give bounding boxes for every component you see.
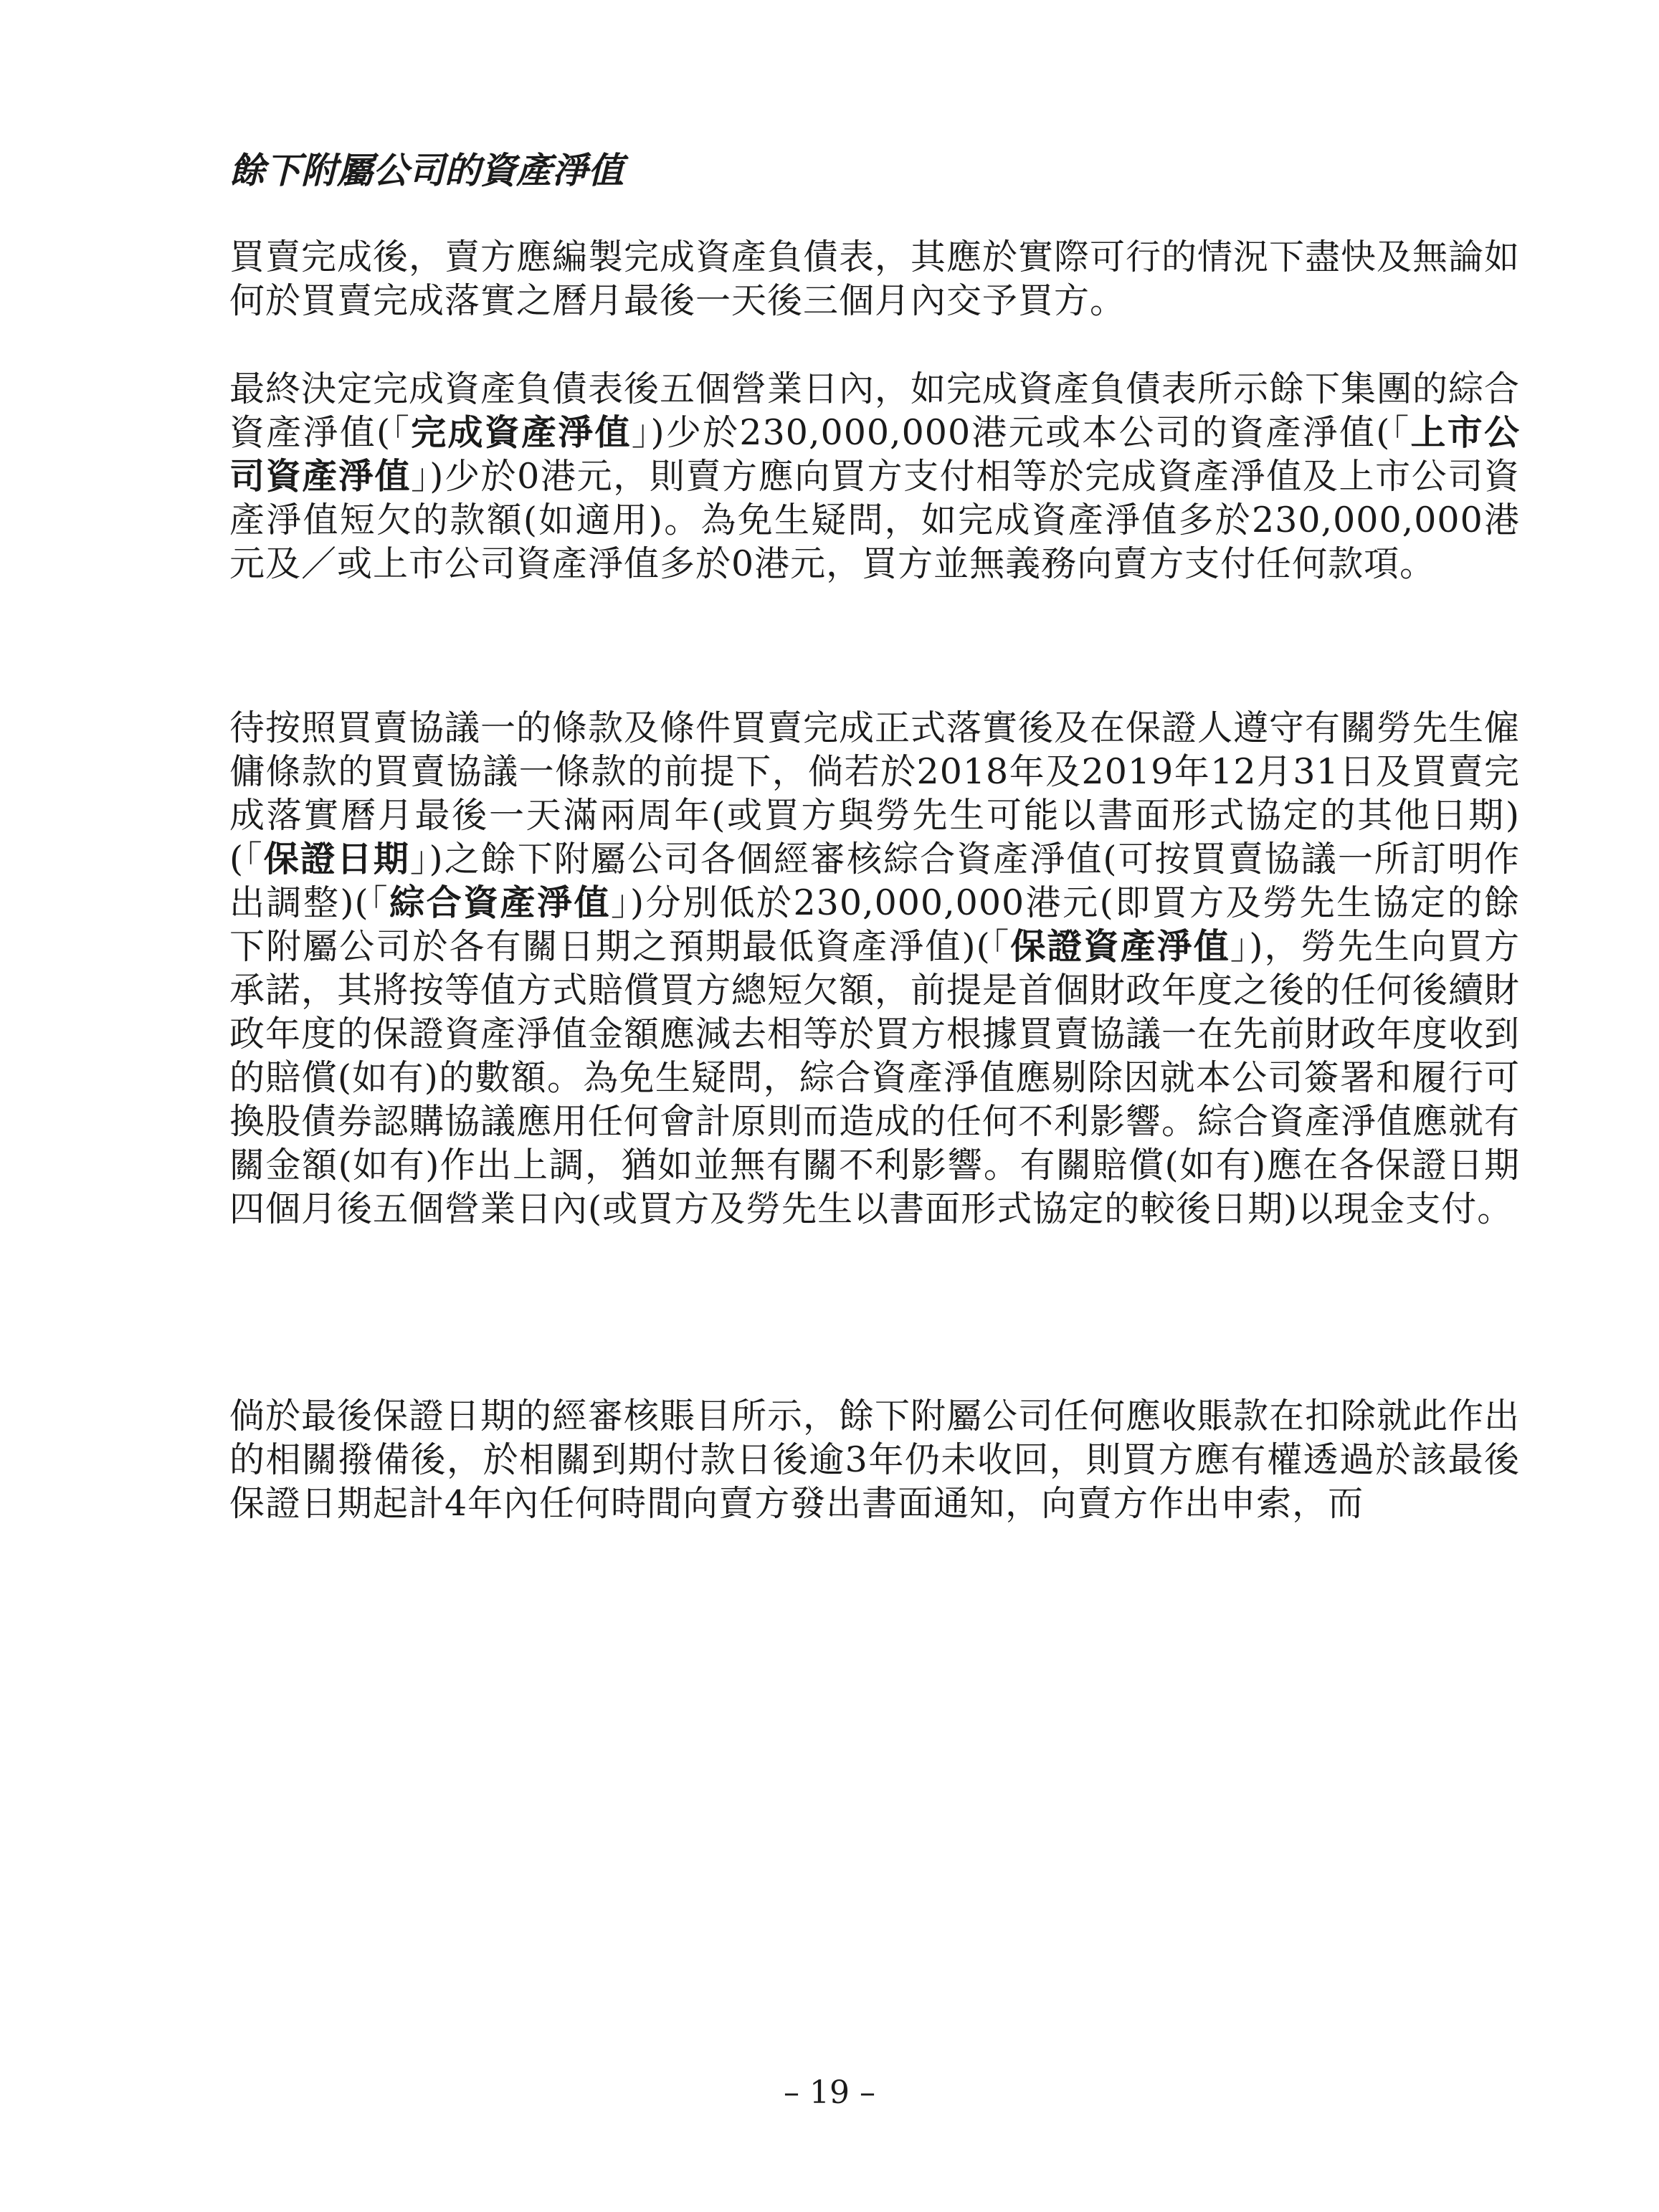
paragraph-text: 」)少於230,000,000港元或本公司的資產淨值(「 xyxy=(631,412,1411,453)
defined-term-completion-nav: 完成資產淨值 xyxy=(411,411,632,453)
paragraph-text: 最終決定完成資產負債表後五個營業日內，如完成資產負債表所示餘下集團的綜合資產淨值(「 xyxy=(229,368,1521,453)
paragraph-text: 」)分別低於230,000,000港元(即買方及勞先生協定的餘下附屬公司於各有關日期之預期最低資產淨值)(「 xyxy=(229,882,1520,967)
paragraph-text: 待按照買賣協議一的條款及條件買賣完成正式落實後及在保證人遵守有關勞先生僱傭條款的買賣協議一條款的前提下，倘若於2018年及2019年12月31日及買賣完成落實曆月最後一天滿兩周年(或買方與勞先生可能以書面形式協定的其他日期)(「 xyxy=(229,707,1521,879)
paragraph-text: 倘於最後保證日期的經審核賬目所示，餘下附屬公司任何應收賬款在扣除就此作出的相關撥備後，於相關到期付款日後逾3年仍未收回，則買方應有權透過於該最後保證日期起計4年內任何時間向賣方發出書面通知，向賣方作出申索，而 xyxy=(229,1396,1521,1524)
paragraph-completion-balance-sheet xyxy=(229,235,1520,323)
defined-term-guaranteed-nav: 保證資產淨值 xyxy=(1010,925,1230,967)
paragraph-receivables-claim xyxy=(229,1394,1520,1525)
page-number: – 19 – xyxy=(784,2074,875,2111)
paragraph-text: 」)，勞先生向買方承諾，其將按等值方式賠償買方總短欠額，前提是首個財政年度之後的任何後續財政年度的保證資產淨值金額應減去相等於買方根據買賣協議一在先前財政年度收到的賠償(如有)的數額。為免生疑問，綜合資產淨值應剔除因就本公司簽署和履行可換股債券認購協議應用任何會計原則而造成的任何不利影響。綜合資產淨值應就有關金額(如有)作出上調，猶如並無有關不利影響。有關賠償(如有)應在各保證日期四個月後五個營業日內(或買方及勞先生以書面形式協定的較後日期)以現金支付。 xyxy=(229,926,1521,1229)
paragraph-text: 買賣完成後，賣方應編製完成資產負債表，其應於實際可行的情況下盡快及無論如何於買賣完成落實之曆月最後一天後三個月內交予買方。 xyxy=(229,237,1521,321)
defined-term-guarantee-date: 保證日期 xyxy=(263,838,410,879)
paragraph-guaranteed-nav xyxy=(229,706,1520,1231)
defined-term-listed-company-nav: 上市公司資產淨值 xyxy=(229,411,1520,497)
paragraph-completion-nav xyxy=(229,367,1520,586)
paragraph-text: 」)之餘下附屬公司各個經審核綜合資產淨值(可按買賣協議一所訂明作出調整)(「 xyxy=(229,839,1521,923)
section-heading: 餘下附屬公司的資產淨值 xyxy=(229,149,624,191)
defined-term-consolidated-nav: 綜合資產淨值 xyxy=(389,882,611,923)
paragraph-text: 」)少於0港元，則賣方應向買方支付相等於完成資產淨值及上市公司資產淨值短欠的款額(如適用)。為免生疑問，如完成資產淨值多於230,000,000港元及／或上市公司資產淨值多於0港元，買方並無義務向賣方支付任何款項。 xyxy=(229,456,1520,584)
